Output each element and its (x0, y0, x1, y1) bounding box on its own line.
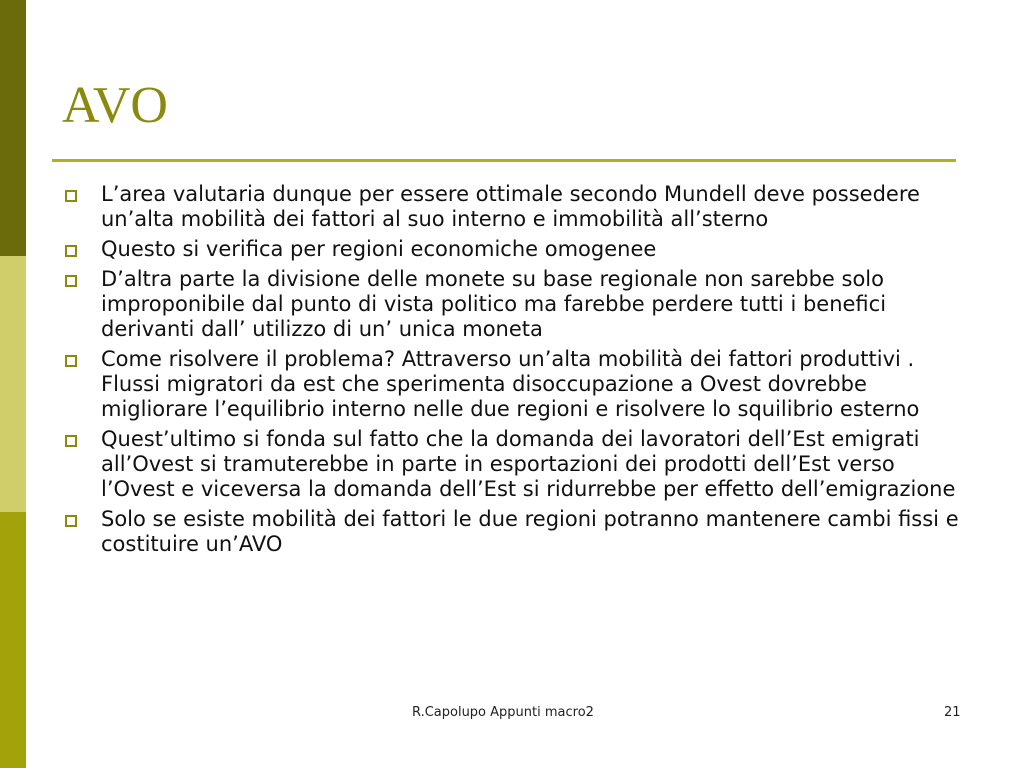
bullet-text: Solo se esiste mobilità dei fattori le due regioni potranno mantenere cambi fissi e costituire un’AVO (101, 507, 959, 556)
slide-title: AVO (62, 77, 168, 134)
bullet-item (62, 427, 962, 502)
bullet-list (62, 182, 962, 562)
square-bullet-icon (65, 245, 77, 257)
square-bullet-icon (65, 435, 77, 447)
bullet-item (62, 347, 962, 422)
bullet-item (62, 507, 962, 557)
bullet-text: D’altra parte la divisione delle monete su base regionale non sarebbe solo improponibile dal punto di vista politico ma farebbe perdere tutti i benefici derivanti dall’ utilizzo di un’ unica moneta (101, 267, 887, 341)
square-bullet-icon (65, 275, 77, 287)
bullet-text: L’area valutaria dunque per essere ottimale secondo Mundell deve possedere un’alta mobilità dei fattori al suo interno e immobilità all’sterno (101, 182, 920, 231)
footer-author: R.Capolupo Appunti macro2 (412, 705, 594, 720)
sidebar-stripe-bottom (0, 512, 26, 768)
square-bullet-icon (65, 190, 77, 202)
bullet-item (62, 237, 962, 262)
bullet-item (62, 182, 962, 232)
square-bullet-icon (65, 515, 77, 527)
bullet-text: Come risolvere il problema? Attraverso un’alta mobilità dei fattori produttivi . Flussi migratori da est che sperimenta disoccupazione a Ovest dovrebbe migliorare l’equilibrio interno nelle due regioni e risolvere lo squilibrio esterno (101, 347, 920, 421)
bullet-text: Questo si verifica per regioni economiche omogenee (101, 237, 657, 261)
square-bullet-icon (65, 355, 77, 367)
page-number: 21 (944, 705, 961, 720)
bullet-item (62, 267, 962, 342)
sidebar-stripe-top (0, 0, 26, 256)
title-divider (52, 159, 956, 162)
bullet-text: Quest’ultimo si fonda sul fatto che la domanda dei lavoratori dell’Est emigrati all’Ovest si tramuterebbe in parte in esportazioni dei prodotti dell’Est verso l’Ovest e viceversa la domanda dell’Est si ridurrebbe per effetto dell’emigrazione (101, 427, 956, 501)
sidebar-stripe-middle (0, 256, 26, 512)
